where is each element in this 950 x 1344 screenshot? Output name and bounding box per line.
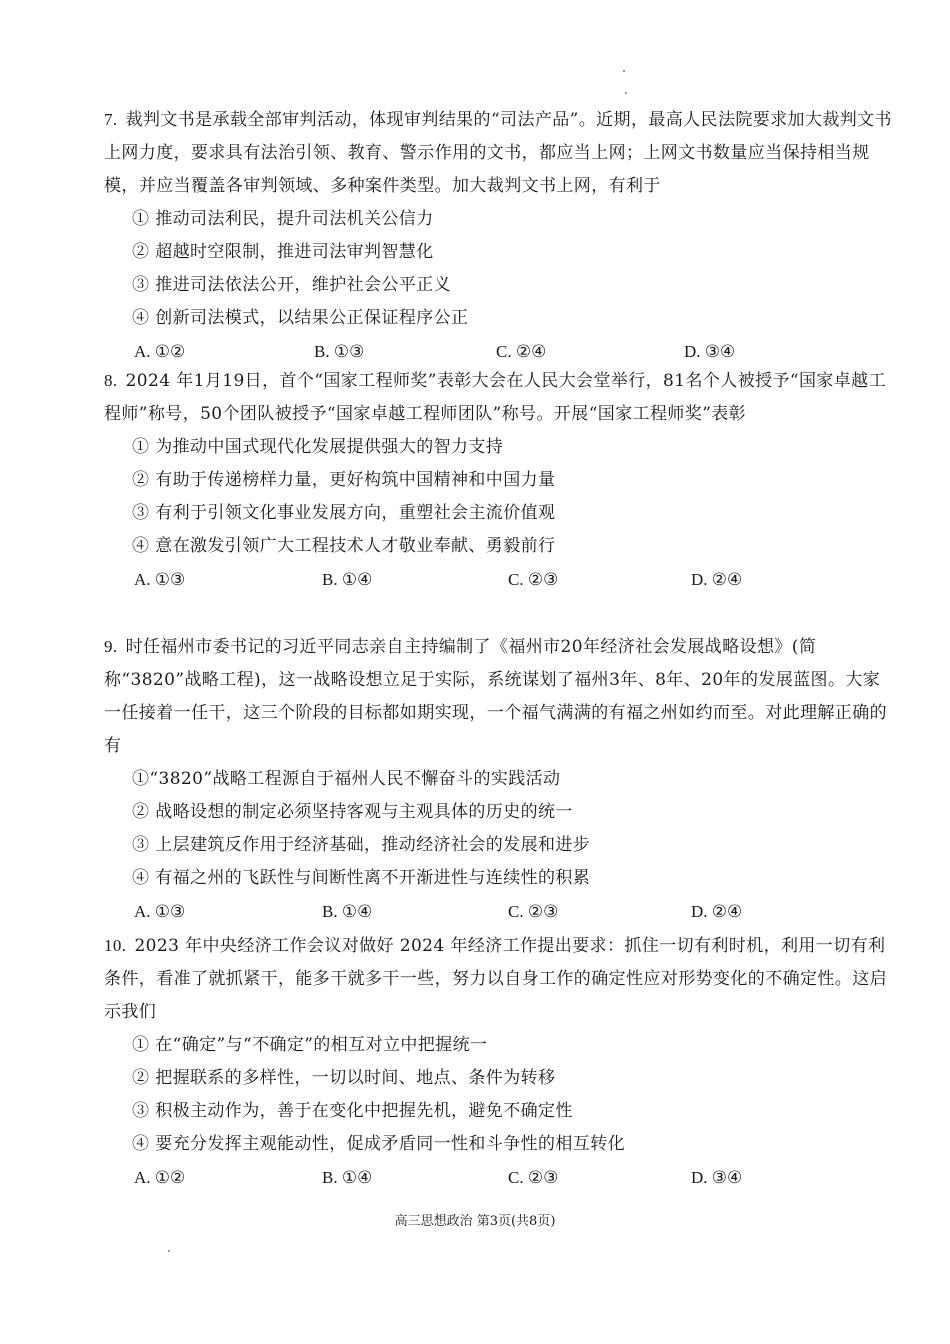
- statement-1: ① 推动司法利民，提升司法机关公信力: [132, 209, 434, 229]
- question-text: 2024 年1月19日，首个“国家工程师奖”表彰大会在人民大会堂举行，81名个人被授予“国家卓越工程师”称号，50个团队被授予“国家卓越工程师团队”称号。开展“国家工程师奖”表彰: [104, 371, 886, 424]
- scan-dot: [168, 1250, 170, 1252]
- question-stem: [104, 364, 894, 431]
- statement-2: ② 把握联系的多样性，一切以时间、地点、条件为转移: [132, 1068, 556, 1088]
- choice-a: A. ①③: [134, 902, 186, 921]
- statement-4: ④ 创新司法模式，以结果公正保证程序公正: [132, 308, 469, 328]
- question-stem: [104, 929, 894, 1029]
- choice-a: A. ①③: [134, 570, 186, 589]
- choice-b: B. ①④: [322, 1168, 373, 1187]
- choice-b: B. ①④: [322, 902, 373, 921]
- answer-choices: [104, 563, 894, 596]
- question-7: [104, 103, 894, 368]
- question-text: 裁判文书是承载全部审判活动，体现审判结果的“司法产品”。近期，最高人民法院要求加大裁判文书上网力度，要求具有法治引领、教育、警示作用的文书，都应当上网；上网文书数量应当保持相当规模，并应当覆盖各审判领域、多种案件类型。加大裁判文书上网，有利于: [104, 110, 892, 196]
- statement-3: ③ 推进司法依法公开，维护社会公平正义: [132, 275, 452, 295]
- question-10: [104, 929, 894, 1194]
- choice-b: B. ①③: [314, 342, 365, 361]
- answer-choices: [104, 1161, 894, 1194]
- statement-1: ① 为推动中国式现代化发展提供强大的智力支持: [132, 437, 504, 457]
- statement-3: ③ 积极主动作为，善于在变化中把握先机，避免不确定性: [132, 1101, 573, 1121]
- question-stem: [104, 630, 894, 763]
- choice-d: D. ②④: [691, 902, 743, 921]
- choice-c: C. ②③: [508, 570, 559, 589]
- statement-1: ① 在“确定”与“不确定”的相互对立中把握统一: [132, 1035, 488, 1055]
- question-8: [104, 364, 894, 596]
- choice-a: A. ①②: [134, 1168, 186, 1187]
- choice-d: D. ③④: [684, 342, 736, 361]
- statement-3: ③ 有利于引领文化事业发展方向，重塑社会主流价值观: [132, 503, 556, 523]
- statement-3: ③ 上层建筑反作用于经济基础，推动经济社会的发展和进步: [132, 835, 591, 855]
- choice-c: C. ②④: [496, 342, 547, 361]
- statement-4: ④ 有福之州的飞跃性与间断性离不开渐进性与连续性的积累: [132, 868, 591, 888]
- statement-2: ② 战略设想的制定必须坚持客观与主观具体的历史的统一: [132, 802, 573, 822]
- answer-choices: [104, 895, 894, 928]
- question-9: [104, 630, 894, 928]
- statement-2: ② 有助于传递榜样力量，更好构筑中国精神和中国力量: [132, 470, 556, 490]
- scan-dot: [623, 70, 625, 72]
- statement-1: ①“3820”战略工程源自于福州人民不懈奋斗的实践活动: [132, 769, 561, 789]
- statement-4: ④ 要充分发挥主观能动性，促成矛盾同一性和斗争性的相互转化: [132, 1134, 626, 1154]
- statement-2: ② 超越时空限制，推进司法审判智慧化: [132, 242, 434, 262]
- question-number: 7.: [104, 110, 118, 129]
- choice-c: C. ②③: [508, 902, 559, 921]
- scan-dot: [625, 92, 627, 94]
- page-footer: 高三思想政治 第3页(共8页): [394, 1214, 556, 1229]
- choice-d: D. ③④: [691, 1168, 743, 1187]
- question-stem: [104, 103, 894, 203]
- question-text: 2023 年中央经济工作会议对做好 2024 年经济工作提出要求：抓住一切有利时机，利用一切有利条件，看准了就抓紧干，能多干就多干一些，努力以自身工作的确定性应对形势变化的不确定性。这启示我们: [104, 936, 887, 1022]
- choice-d: D. ②④: [691, 570, 743, 589]
- question-number: 10.: [104, 936, 127, 955]
- choice-c: C. ②③: [508, 1168, 559, 1187]
- statement-4: ④ 意在激发引领广大工程技术人才敬业奉献、勇毅前行: [132, 536, 556, 556]
- question-number: 8.: [104, 371, 118, 390]
- question-number: 9.: [104, 637, 118, 656]
- question-text: 时任福州市委书记的习近平同志亲自主持编制了《福州市20年经济社会发展战略设想》(简称“3820”战略工程)，这一战略设想立足于实际，系统谋划了福州3年、8年、20年的发展蓝图。大家一任接着一任干，这三个阶段的目标都如期实现，一个福气满满的有福之州如约而至。对此理解正确的有: [104, 637, 887, 756]
- choice-a: A. ①②: [134, 342, 186, 361]
- choice-b: B. ①④: [322, 570, 373, 589]
